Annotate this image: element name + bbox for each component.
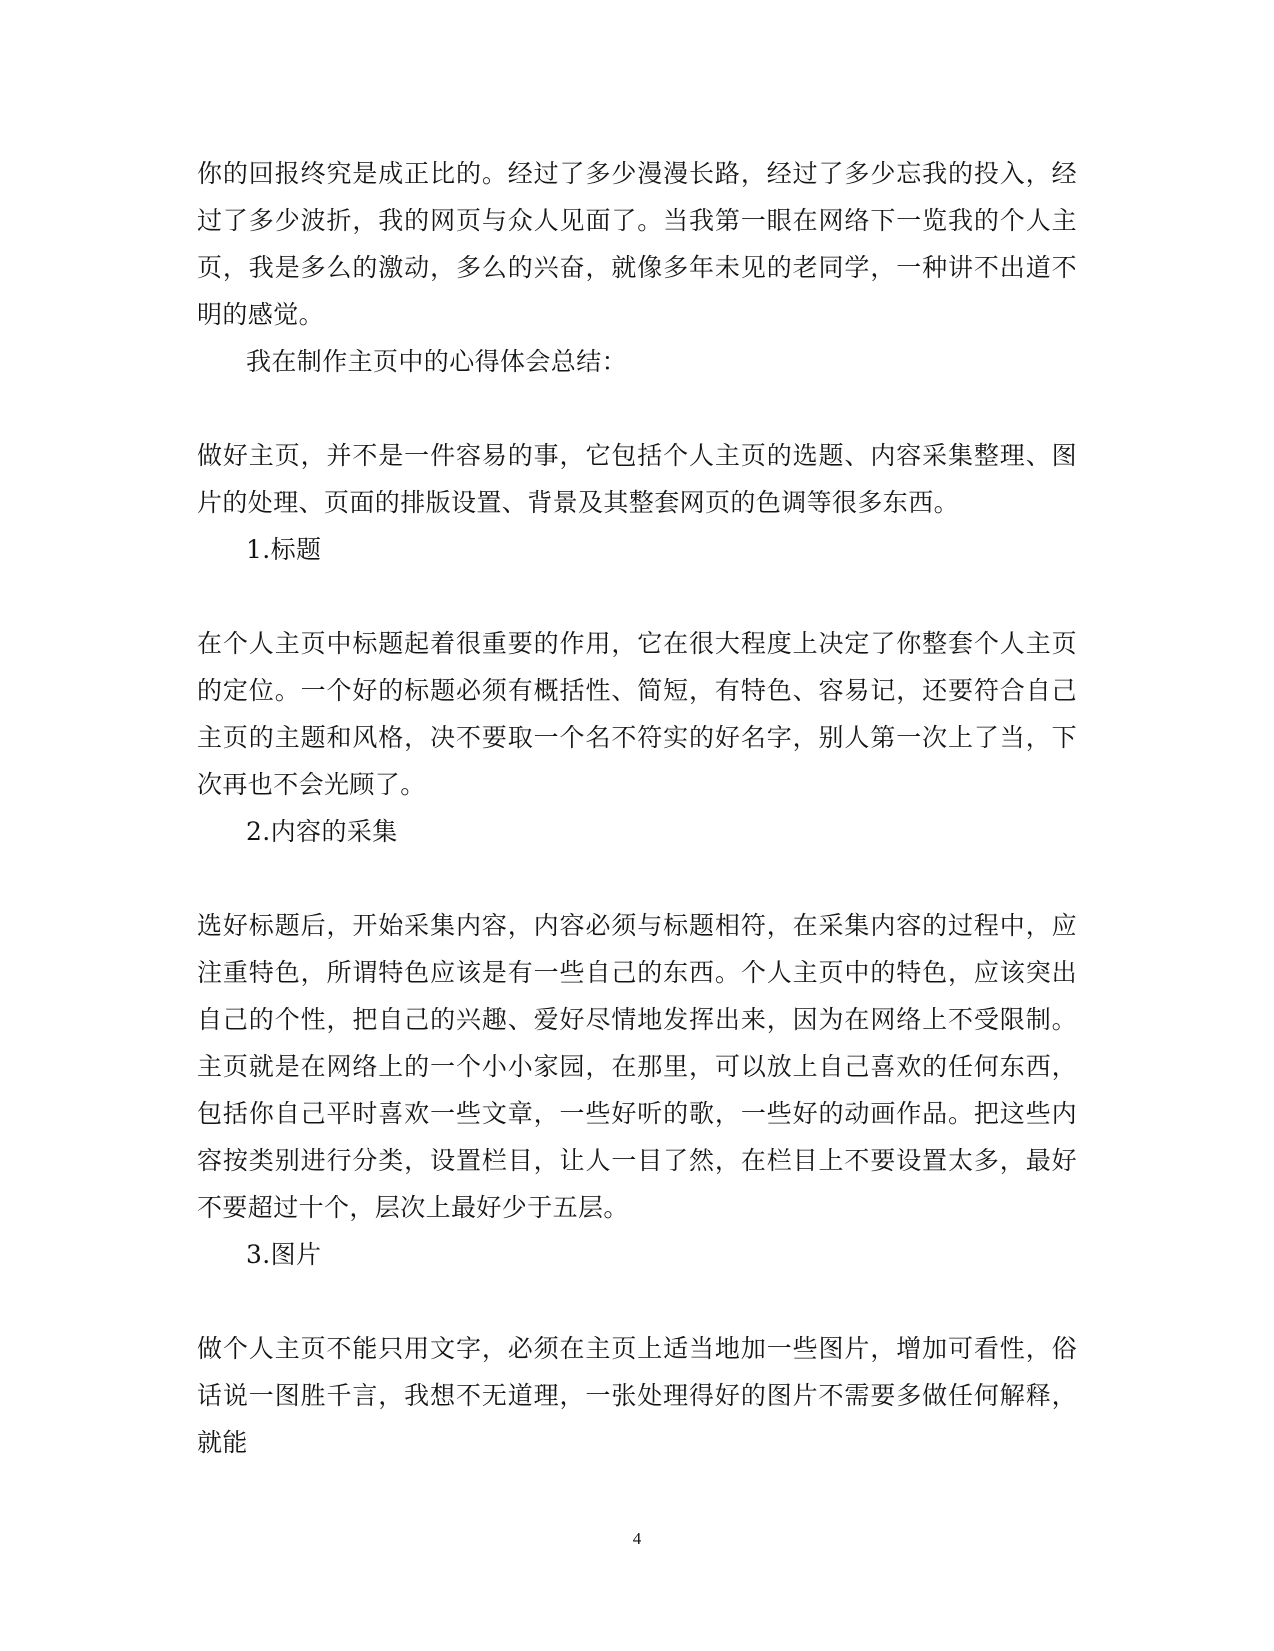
body-paragraph: 做个人主页不能只用文字，必须在主页上适当地加一些图片，增加可看性，俗话说一图胜千言，我想不无道理，一张处理得好的图片不需要多做任何解释，就能 (197, 1334, 1077, 1457)
body-paragraph: 在个人主页中标题起着很重要的作用，它在很大程度上决定了你整套个人主页的定位。一个好的标题必须有概括性、简短，有特色、容易记，还要符合自己主页的主题和风格，决不要取一个名不符实的好名字，别人第一次上了当，下次再也不会光顾了。 (197, 629, 1077, 799)
section-heading: 3.图片 (246, 1240, 322, 1269)
body-paragraph: 做好主页，并不是一件容易的事，它包括个人主页的选题、内容采集整理、图片的处理、页面的排版设置、背景及其整套网页的色调等很多东西。 (197, 441, 1077, 517)
section-heading: 1.标题 (246, 535, 322, 564)
section-intro: 我在制作主页中的心得体会总结： (246, 347, 628, 376)
section-heading: 2.内容的采集 (246, 817, 398, 846)
body-paragraph: 选好标题后，开始采集内容，内容必须与标题相符，在采集内容的过程中，应注重特色，所谓特色应该是有一些自己的东西。个人主页中的特色，应该突出自己的个性，把自己的兴趣、爱好尽情地发挥出来，因为在网络上不受限制。主页就是在网络上的一个小小家园，在那里，可以放上自己喜欢的任何东西，包括你自己平时喜欢一些文章，一些好听的歌，一些好的动画作品。把这些内容按类别进行分类，设置栏目，让人一目了然，在栏目上不要设置太多，最好不要超过十个，层次上最好少于五层。 (197, 911, 1077, 1222)
body-paragraph: 你的回报终究是成正比的。经过了多少漫漫长路，经过了多少忘我的投入，经过了多少波折，我的网页与众人见面了。当我第一眼在网络下一览我的个人主页，我是多么的激动，多么的兴奋，就像多年未见的老同学，一种讲不出道不明的感觉。 (197, 159, 1077, 329)
page-number: 4 (632, 1529, 642, 1548)
